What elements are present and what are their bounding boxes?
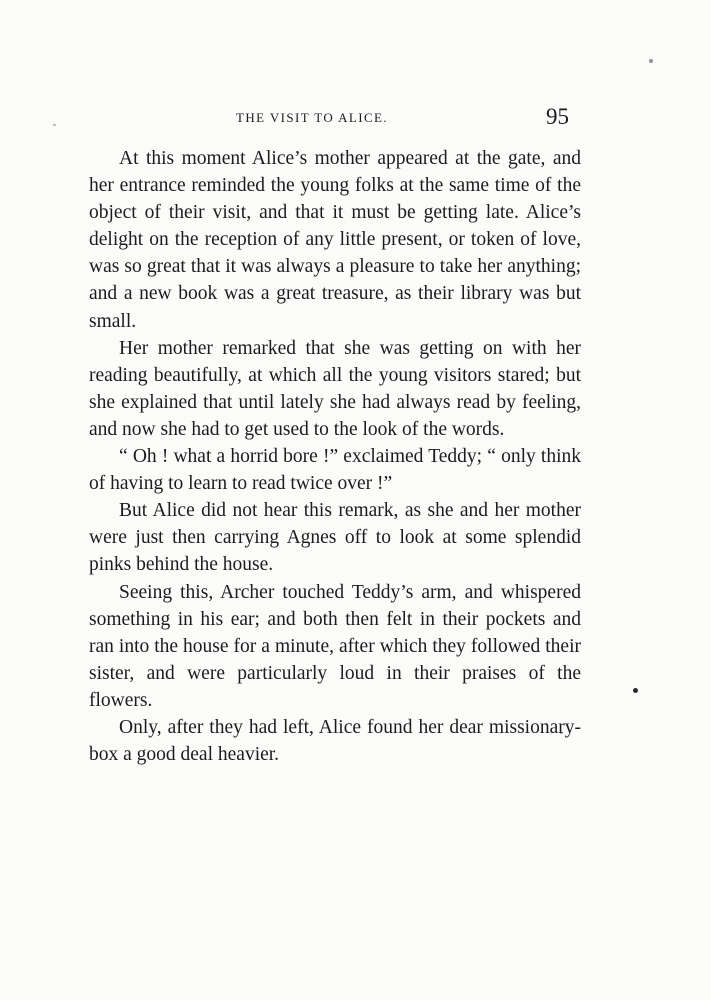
paragraph-4: But Alice did not hear this remark, as she and her mother were just then carrying Agnes off to look at some splendid pinks behind the house. [89, 500, 581, 576]
paragraph-2: Her mother remarked that she was getting on with her reading beautifully, at which all the young visitors stared; but she explained that until lately she had always read by feeling, and now she had to get used to the look of the words. [89, 337, 581, 440]
running-title: THE VISIT TO ALICE. [236, 110, 389, 125]
ink-speck [560, 732, 563, 734]
paragraph-3: “ Oh ! what a horrid bore !” exclaimed Teddy; “ only think of having to learn to read twice over !” [89, 446, 581, 495]
paragraph-1: At this moment Alice’s mother appeared at the gate, and her entrance reminded the young folks at the same time of the object of their visit, and that it must be getting late. Alice’s delight on the reception of any little present, or token of love, was so great that it was always a pleasure to take her anything; and a new book was a great treasure, as their library was but small. [89, 148, 581, 332]
body-text [89, 145, 581, 768]
page-number: 95 [546, 104, 569, 129]
ink-speck [633, 688, 638, 693]
running-head [0, 104, 711, 134]
paragraph-5: Seeing this, Archer touched Teddy’s arm, and whispered something in his ear; and both then felt in their pockets and ran into the house for a minute, after which they followed their sister, and were particularly loud in their praises of the flowers. [89, 581, 581, 711]
ink-speck [53, 124, 56, 126]
paragraph-6: Only, after they had left, Alice found her dear missionary-box a good deal heavier. [89, 716, 581, 766]
ink-speck [649, 59, 653, 63]
